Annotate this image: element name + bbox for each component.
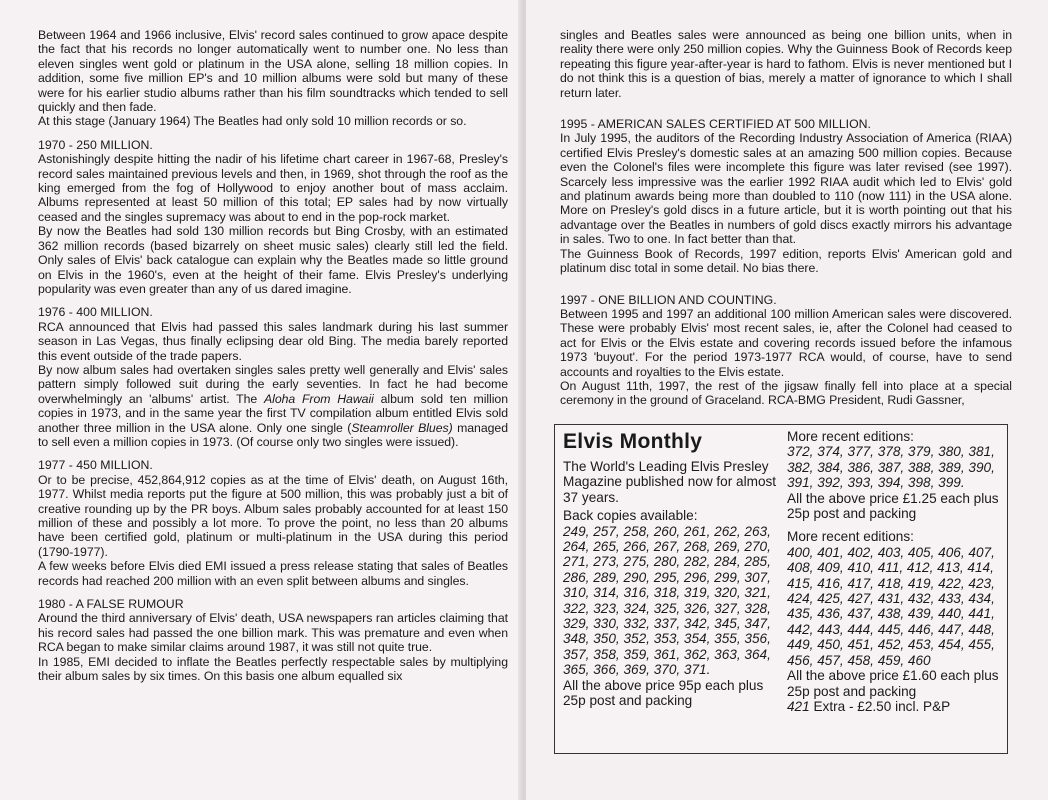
album-title: Aloha From Hawaii: [263, 391, 374, 406]
section-heading: 1980 - A FALSE RUMOUR: [38, 597, 184, 612]
paragraph: Or to be precise, 452,864,912 copies as at the time of Elvis' death, on August 16th, 1977. Whilst media reports put the figure at 500 million, this was probably just a bit of creative rounding up by the PR boys. Album sales probably accounted for at least 150 million of these and possibly a lot more. To prove the point, no less than 20 albums have been certified gold, platinum or multi-platinum in the USA during this period (1790-1977).: [38, 472, 508, 559]
recent-editions-label: More recent editions:: [787, 529, 914, 545]
recent-editions-list: 372, 374, 377, 378, 379, 380, 381, 382, 384, 386, 387, 388, 389, 390, 391, 392, 393, 394, 398, 399.: [787, 444, 995, 491]
paragraph: In July 1995, the auditors of the Recording Industry Association of America (RIAA) certified Elvis Presley's domestic sales at an amazing 500 million copies. Because even the Colonel's files were incomplete this figure was later revised (see 1997). Scarcely less impressive was the earlier 1992 RIAA audit which led to Elvis' gold and platinum awards being more than doubled to 110 (now 111) in the USA alone. More on Presley's gold discs in a future article, but it is worth pointing out that his advantage over the Beatles in numbers of gold discs exactly mirrors his advantage in sales. Two to one. In fact better than that.: [560, 131, 1012, 247]
text-run: album sold ten million copies in 1973, and in the same year the first TV compilation album entitled Elvis sold another three million in the USA alone. Only one single (: [38, 391, 508, 435]
right-page: [526, 0, 1048, 800]
paragraph: Between 1995 and 1997 an additional 100 million American sales were discovered. These were probably Elvis' most recent sales, ie, after the Colonel had ceased to act for Elvis or the Elvis estate and covering records issued before the infamous 1973 'buyout'. For the period 1973-1977 RCA would, of course, have to send accounts and royalties to the Elvis estate.: [560, 306, 1012, 379]
recent-editions-price: All the above price £1.25 each plus 25p post and packing: [787, 490, 999, 522]
advert-title: Elvis Monthly: [563, 430, 703, 453]
paragraph: singles and Beatles sales were announced as being one billion units, when in reality there were only 250 million copies. Why the Guinness Book of Records keep repeating this figure year-after-year is hard to fathom. Elvis is never mentioned but I do not think this is a question of bias, merely a matter of ignorance to which I shall return later.: [560, 28, 1012, 100]
paragraph: At this stage (January 1964) The Beatles had only sold 10 million records or so.: [38, 114, 467, 129]
section-heading: 1970 - 250 MILLION.: [38, 137, 153, 152]
advert-left-column: [563, 429, 783, 709]
paragraph: The Guinness Book of Records, 1997 edition, reports Elvis' American gold and platinum disc total in some detail. No bias there.: [560, 246, 1012, 276]
paragraph: In 1985, EMI decided to inflate the Beatles perfectly respectable sales by multiplying their album sales by six times. On this basis one album equalled six: [38, 654, 508, 684]
left-page: [0, 0, 522, 800]
paragraph: A few weeks before Elvis died EMI issued a press release stating that sales of Beatles records had reached 200 million with an even split between albums and singles.: [38, 559, 508, 588]
elvis-monthly-advert: [554, 424, 1008, 754]
paragraph: Between 1964 and 1966 inclusive, Elvis' record sales continued to grow apace despite the fact that his records no longer automatically went to number one. No less than eleven singles went gold or platinum in the USA alone, selling 18 million copies. In addition, some five million EP's and 10 million albums were sold but many of these were for his earlier studio albums rather than his film soundtracks which tended to sell quickly and then fade.: [38, 28, 508, 115]
back-copies-label: Back copies available:: [563, 508, 698, 524]
extra-issue-line: [787, 699, 999, 714]
extra-issue-number: 421: [787, 698, 810, 714]
paragraph: By now the Beatles had sold 130 million records but Bing Crosby, with an estimated 362 million records (based bizarrely on sheet music sales) clearly still led the field. Only sales of Elvis' back catalogue can explain why the Beatles made so little ground on Elvis in the 1960's, even at the height of their fame. Elvis Presley's underlying popularity was even greater than any of us dared imagine.: [38, 224, 508, 296]
paragraph: Around the third anniversary of Elvis' death, USA newspapers ran articles claiming that his record sales had passed the one billion mark. This was premature and even when RCA began to make similar claims around 1987, it was still not quite true.: [38, 611, 508, 655]
paragraph: Astonishingly despite hitting the nadir of his lifetime chart career in 1967-68, Presley's record sales maintained previous levels and then, in 1969, shot through the roof as the king emerged from the fog of Hollywood to enjoy another bout of mass acclaim. Albums represented at least 50 million of this total; EP sales had by now virtually ceased and the singles supremacy was about to end in the pop-rock market.: [38, 152, 508, 224]
recent-editions-price: All the above price £1.60 each plus 25p post and packing: [787, 668, 999, 699]
extra-issue-text: Extra - £2.50 incl. P&P: [809, 698, 951, 714]
paragraph-rich: [38, 363, 508, 449]
paragraph: RCA announced that Elvis had passed this sales landmark during his last summer season in Las Vegas, thus finally eclipsing dear old Bing. The media barely reported this event outside of the trade papers.: [38, 319, 508, 363]
advert-right-column: [787, 429, 999, 714]
back-copies-price: All the above price 95p each plus 25p post and packing: [563, 677, 764, 709]
section-heading: 1995 - AMERICAN SALES CERTIFIED AT 500 MILLION.: [560, 117, 871, 132]
paragraph: On August 11th, 1997, the rest of the jigsaw finally fell into place at a special ceremony in the ground of Graceland. RCA-BMG President, Rudi Gassner,: [560, 378, 1012, 408]
single-title: Steamroller Blues): [351, 420, 453, 435]
section-heading: 1976 - 400 MILLION.: [38, 305, 153, 320]
text-run: managed to sell even a million copies in 1973. (Of course only two singles were issued).: [38, 420, 508, 449]
recent-editions-list: 400, 401, 402, 403, 405, 406, 407, 408, 409, 410, 411, 412, 413, 414, 415, 416, 417, 418, 419, 422, 423, 424, 425, 427, 431, 432, 433, 434, 435, 436, 437, 438, 439, 440, 441, 442, 443, 444, 445, 446, 447, 448, 449, 450, 451, 452, 453, 454, 455, 456, 457, 458, 459, 460: [787, 544, 995, 668]
section-heading: 1977 - 450 MILLION.: [38, 458, 153, 473]
section-heading: 1997 - ONE BILLION AND COUNTING.: [560, 292, 777, 307]
back-copies-list: 249, 257, 258, 260, 261, 262, 263, 264, 265, 266, 267, 268, 269, 270, 271, 273, 275, 280, 282, 284, 285, 286, 289, 290, 295, 296, 299, 307, 310, 314, 316, 318, 319, 320, 321, 322, 323, 324, 325, 326, 327, 328, 329, 330, 332, 337, 342, 345, 347, 348, 350, 352, 353, 354, 355, 356, 357, 358, 359, 361, 362, 363, 364, 365, 366, 369, 370, 371.: [563, 523, 771, 678]
recent-editions-label: More recent editions:: [787, 429, 914, 444]
advert-tagline: The World's Leading Elvis Presley Magazine published now for almost 37 years.: [563, 459, 777, 505]
text-run: By now album sales had overtaken singles sales pretty well generally and Elvis' sales pattern simply followed suit during the early seventies. In fact he had become overwhelmingly an 'albums' artist. The: [38, 362, 508, 406]
